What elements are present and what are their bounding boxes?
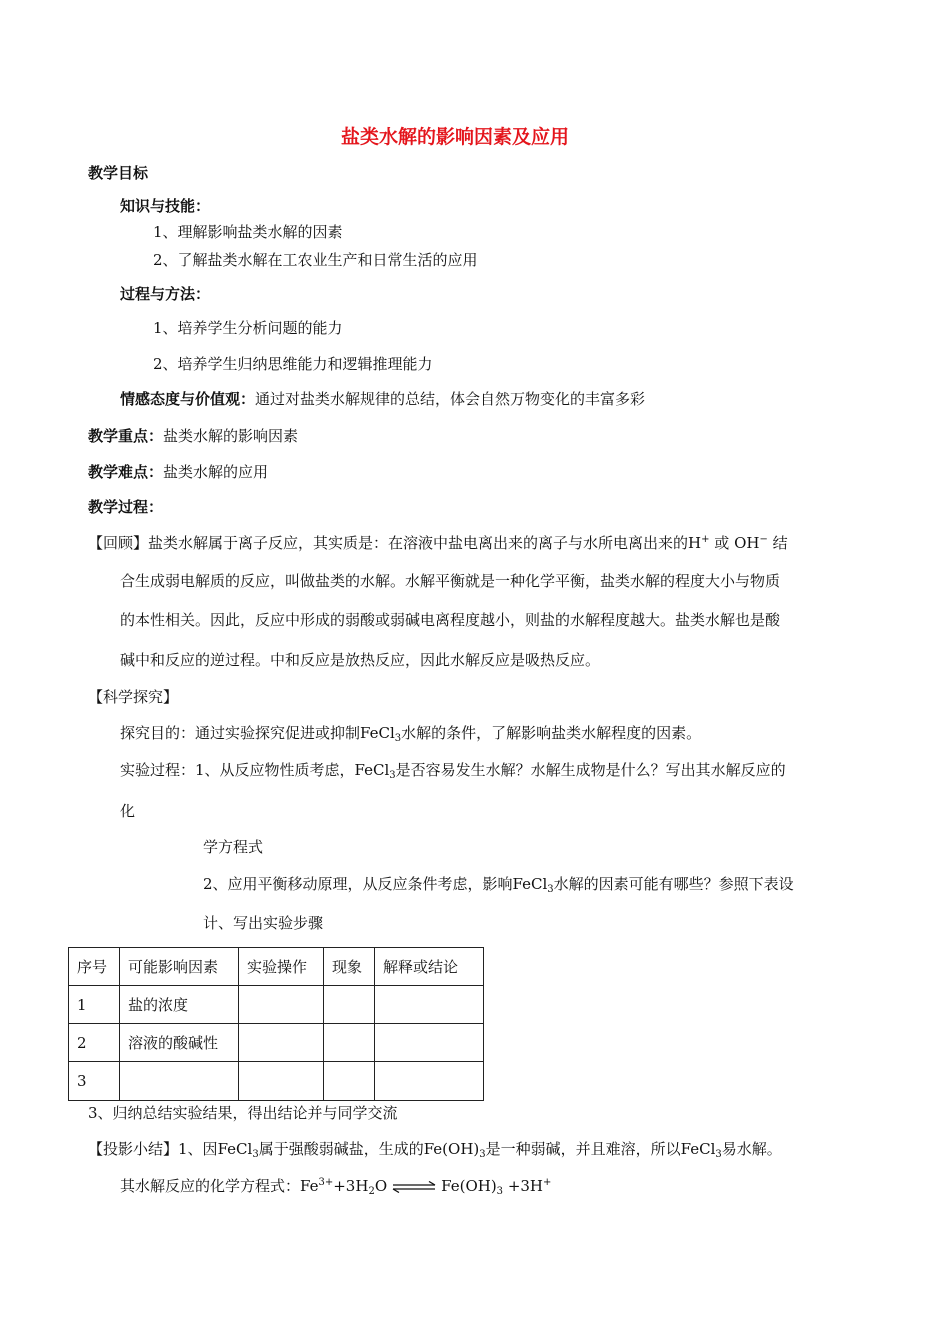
- process-method-label: 过程与方法：: [120, 285, 211, 303]
- table-header-cell: 可能影响因素: [120, 948, 239, 986]
- summary-formula-3: FeCl: [680, 1140, 716, 1158]
- emotion-line: [120, 389, 645, 409]
- review-line-1: [88, 533, 788, 553]
- summary-formula-1: FeCl: [217, 1140, 253, 1158]
- review-line-3: 的本性相关。因此，反应中形成的弱酸或弱碱电离程度越小，则盐的水解程度越大。盐类水解也是酸: [120, 611, 781, 629]
- summary-text-c: 是一种弱碱，并且难溶，所以: [485, 1140, 681, 1158]
- summary-formula-2: Fe(OH): [423, 1140, 480, 1158]
- process-item-1: 1、培养学生分析问题的能力: [153, 319, 343, 337]
- table-row: [69, 986, 484, 1024]
- review-text-1a: 盐类水解属于离子反应，其实质是：在溶液中盐电离出来的离子与水所电离出来的: [148, 534, 689, 552]
- purpose-text-a: 探究目的：通过实验探究促进或抑制: [120, 724, 361, 742]
- table-cell: [375, 1062, 484, 1101]
- step1-text-b: 是否容易发生水解？水解生成物是什么？写出其水解反应的: [395, 761, 786, 779]
- difficulty-text: 盐类水解的应用: [163, 463, 269, 481]
- key-point-line: [88, 426, 298, 446]
- step1-line-3: 学方程式: [203, 838, 264, 856]
- document-title: 盐类水解的影响因素及应用: [341, 126, 570, 148]
- knowledge-item-1: 1、理解影响盐类水解的因素: [153, 223, 343, 241]
- key-point-label: 教学重点：: [88, 427, 164, 445]
- key-point-text: 盐类水解的影响因素: [163, 427, 299, 445]
- step2-text-a: 2、应用平衡移动原理，从反应条件考虑，影响: [203, 875, 513, 893]
- table-cell: [375, 1024, 484, 1062]
- summary-text-b: 属于强酸弱碱盐，生成的: [258, 1140, 424, 1158]
- oh-ion: OH: [734, 534, 760, 552]
- eq-water: +3H: [333, 1177, 369, 1195]
- table-cell: [324, 1062, 375, 1101]
- step1-formula-sub: 3: [389, 770, 396, 781]
- table-cell: 溶液的酸碱性: [120, 1024, 239, 1062]
- experiment-table: [68, 947, 484, 1101]
- emotion-text: 通过对盐类水解规律的总结，体会自然万物变化的丰富多彩: [255, 390, 646, 408]
- summary-formula-3-sub: 3: [715, 1149, 722, 1160]
- summary-formula-2-sub: 3: [479, 1149, 486, 1160]
- table-header-row: [69, 948, 484, 986]
- purpose-line: [120, 723, 701, 743]
- step2-formula: FeCl: [512, 875, 548, 893]
- emotion-label: 情感态度与价值观：: [120, 390, 256, 408]
- eq-fe: Fe: [300, 1177, 319, 1195]
- table-header-cell: 现象: [324, 948, 375, 986]
- eq-product: Fe(OH): [441, 1177, 497, 1195]
- h-ion: H: [688, 534, 702, 552]
- eq-water-o: O: [374, 1177, 388, 1195]
- knowledge-item-2: 2、了解盐类水解在工农业生产和日常生活的应用: [153, 251, 478, 269]
- oh-charge: −: [759, 534, 768, 545]
- table-header-cell: 解释或结论: [375, 948, 484, 986]
- purpose-formula-sub: 3: [394, 733, 402, 744]
- summary-line: [88, 1139, 782, 1159]
- objectives-heading: 教学目标: [88, 164, 149, 182]
- table-cell: [324, 1024, 375, 1062]
- summary-text-a: 1、因: [178, 1140, 218, 1158]
- summary-formula-1-sub: 3: [252, 1149, 259, 1160]
- or-word: 或: [709, 534, 735, 552]
- h-charge: +: [701, 534, 710, 545]
- eq-water-sub: 2: [368, 1186, 375, 1197]
- table-cell: [239, 1062, 324, 1101]
- procedure-heading: 教学过程：: [88, 498, 164, 516]
- step1-formula: FeCl: [354, 761, 390, 779]
- table-header-cell: 实验操作: [239, 948, 324, 986]
- summary-tag: 【投影小结】: [88, 1140, 179, 1158]
- step2-line-2: 计、写出实验步骤: [203, 914, 324, 932]
- review-tag: 【回顾】: [88, 534, 149, 552]
- table-cell: [239, 986, 324, 1024]
- knowledge-label: 知识与技能：: [120, 197, 211, 215]
- step1-line: [120, 760, 786, 780]
- step1-text-a: 实验过程：1、从反应物性质考虑，: [120, 761, 355, 779]
- table-cell: [375, 986, 484, 1024]
- purpose-formula: FeCl: [360, 724, 395, 742]
- table-cell: 盐的浓度: [120, 986, 239, 1024]
- table-header-cell: 序号: [69, 948, 120, 986]
- difficulty-label: 教学难点：: [88, 463, 164, 481]
- step2-text-b: 水解的因素可能有哪些？参照下表设: [553, 875, 794, 893]
- table-cell: [324, 986, 375, 1024]
- equation-line: [120, 1176, 551, 1196]
- purpose-text-b: 水解的条件，了解影响盐类水解程度的因素。: [401, 724, 702, 742]
- table-cell: [120, 1062, 239, 1101]
- review-text-1b: 结: [767, 534, 788, 552]
- eq-fe-charge: 3+: [318, 1177, 334, 1188]
- eq-hydrogen: +3H: [503, 1177, 544, 1195]
- difficulty-line: [88, 462, 268, 482]
- eq-hydrogen-charge: +: [543, 1177, 552, 1188]
- eq-product-sub: 3: [496, 1186, 504, 1197]
- step2-line: [203, 874, 794, 894]
- table-cell: [239, 1024, 324, 1062]
- table-cell: 1: [69, 986, 120, 1024]
- table-row: [69, 1062, 484, 1101]
- review-line-4: 碱中和反应的逆过程。中和反应是放热反应，因此水解反应是吸热反应。: [120, 651, 601, 669]
- equilibrium-arrow-icon: [391, 1181, 437, 1193]
- summary-text-d: 易水解。: [721, 1140, 782, 1158]
- science-tag: 【科学探究】: [88, 688, 179, 706]
- step2-formula-sub: 3: [547, 884, 554, 895]
- table-cell: 2: [69, 1024, 120, 1062]
- process-item-2: 2、培养学生归纳思维能力和逻辑推理能力: [153, 355, 433, 373]
- step3-line: 3、归纳总结实验结果，得出结论并与同学交流: [88, 1104, 398, 1122]
- table-cell: 3: [69, 1062, 120, 1101]
- review-line-2: 合生成弱电解质的反应，叫做盐类的水解。水解平衡就是一种化学平衡，盐类水解的程度大小与物质: [120, 572, 781, 590]
- equation-label: 其水解反应的化学方程式：: [120, 1177, 301, 1195]
- table-row: [69, 1024, 484, 1062]
- step1-line-2: 化: [120, 802, 136, 820]
